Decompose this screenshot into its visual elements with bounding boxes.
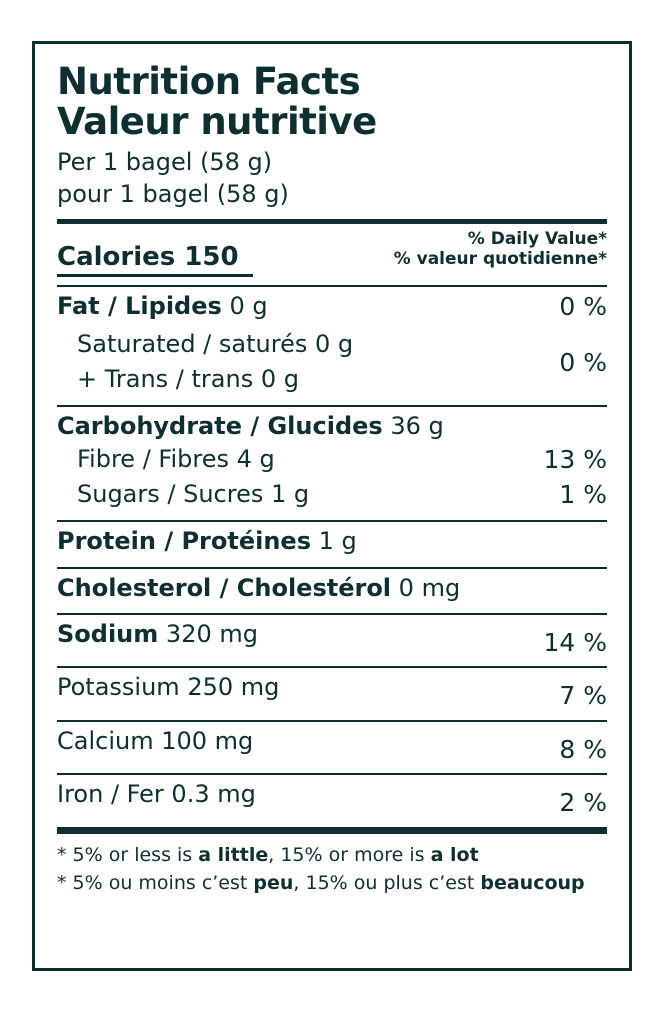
nutrient-label-calcium: Calcium [57, 726, 154, 755]
nutrient-value-protein: 1 g [318, 527, 357, 556]
footnote-french-emphasis1: peu [253, 872, 294, 895]
table-row-calcium [57, 722, 607, 770]
table-row-fat [57, 287, 607, 327]
table-row-carbohydrate [57, 407, 607, 445]
table-row-protein [57, 522, 607, 560]
table-row-potassium [57, 668, 607, 716]
footnote-french [57, 869, 607, 898]
nutrient-value-sodium: 320 mg [165, 619, 258, 648]
nutrient-value-calcium: 100 mg [161, 726, 254, 755]
footnote-english-part1: * 5% or less is [57, 843, 199, 866]
nutrient-dv-fibre: 13 % [543, 445, 607, 475]
calories-label: Calories 150 [57, 241, 239, 272]
nutrient-label-sodium: Sodium [57, 619, 159, 648]
nutrient-label-cholesterol: Cholesterol / Cholestérol [57, 573, 392, 602]
nutrient-label-fibre: Fibre / Fibres [77, 445, 229, 474]
nutrient-value-fat: 0 g [229, 291, 268, 320]
nutrient-label-potassium: Potassium [57, 673, 180, 702]
nutrient-label-saturated: Saturated / saturés [77, 330, 308, 359]
label-title-english: Nutrition Facts [57, 60, 361, 103]
calories-row [57, 224, 607, 274]
divider-before-footnote [57, 827, 607, 834]
daily-value-header-english: % Daily Value* [467, 228, 607, 249]
footnote-french-part1: * 5% ou moins c’est [57, 872, 254, 895]
nutrient-value-potassium: 250 mg [187, 673, 280, 702]
nutrient-value-sugars: 1 g [271, 479, 310, 508]
daily-value-header [394, 229, 607, 272]
nutrient-dv-fat: 0 % [559, 291, 607, 321]
nutrient-label-protein: Protein / Protéines [57, 527, 311, 556]
table-row-iron [57, 775, 607, 823]
footnote-english-emphasis1: a little [198, 843, 269, 866]
table-row-sugars [57, 480, 607, 515]
nutrient-dv-sodium: 14 % [543, 627, 607, 657]
serving-size-french: pour 1 bagel (58 g) [57, 179, 289, 208]
footnote-english [57, 834, 607, 870]
nutrient-value-cholesterol: 0 mg [398, 573, 461, 602]
table-row-fibre [57, 445, 607, 480]
nutrient-value-carbohydrate: 36 g [390, 412, 444, 441]
nutrient-value-trans: 0 g [260, 365, 299, 394]
footnote-english-part2: , 15% or more is [268, 843, 431, 866]
table-row-sodium [57, 615, 607, 663]
calories-underline [57, 274, 253, 277]
serving-size-english: Per 1 bagel (58 g) [57, 148, 273, 177]
nutrition-facts-label [32, 41, 632, 971]
footnote-french-emphasis2: beaucoup [480, 872, 585, 895]
nutrient-value-fibre: 4 g [236, 445, 275, 474]
nutrient-dv-saturated-trans: 0 % [559, 347, 607, 377]
nutrient-label-trans: + Trans / trans [77, 365, 254, 394]
nutrient-label-iron: Iron / Fer [57, 780, 164, 809]
nutrient-dv-calcium: 8 % [559, 734, 607, 764]
nutrient-dv-sugars: 1 % [559, 479, 607, 509]
daily-value-header-french: % valeur quotidienne* [393, 249, 607, 270]
nutrient-row-trans [77, 362, 353, 397]
nutrient-label-carbohydrate: Carbohydrate / Glucides [57, 412, 383, 441]
table-row-cholesterol [57, 569, 607, 607]
nutrient-row-saturated [77, 327, 353, 362]
nutrient-name-fat [57, 292, 549, 321]
nutrient-value-iron: 0.3 mg [171, 780, 256, 809]
table-row-fat-subitems [57, 326, 607, 399]
nutrient-label-fat: Fat / Lipides [57, 291, 222, 320]
nutrient-label-sugars: Sugars / Sucres [77, 479, 264, 508]
footnote-french-part2: , 15% ou plus c’est [293, 872, 481, 895]
footnote-english-emphasis2: a lot [430, 843, 479, 866]
nutrient-value-saturated: 0 g [314, 330, 354, 359]
label-title-french: Valeur nutritive [57, 99, 377, 143]
nutrient-dv-potassium: 7 % [559, 681, 607, 711]
nutrient-dv-iron: 2 % [559, 788, 607, 818]
